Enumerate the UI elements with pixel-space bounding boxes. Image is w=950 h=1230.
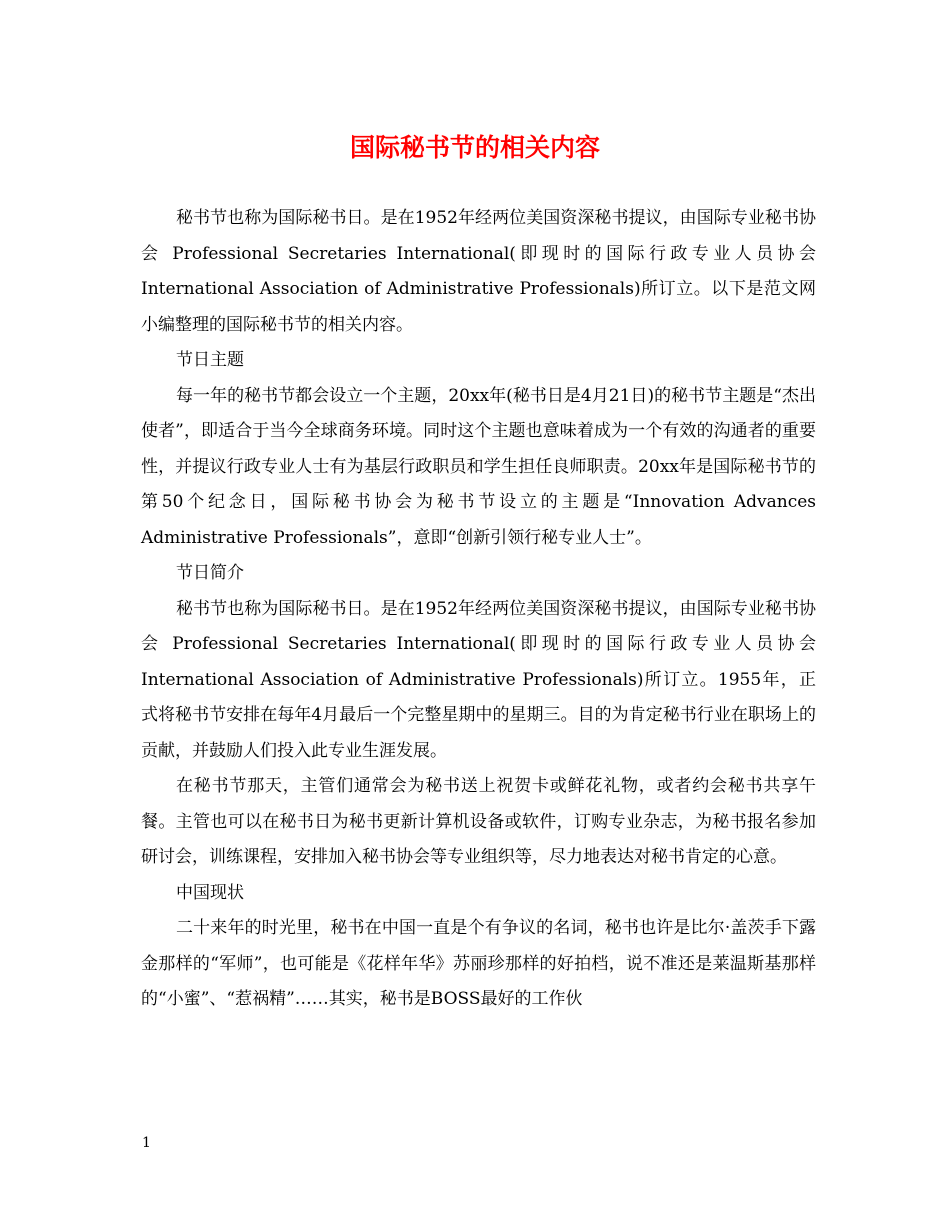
section-heading-theme: 节日主题 [176,350,244,370]
section-heading-introduction: 节日简介 [176,563,244,583]
intro-paragraph: 秘书节也称为国际秘书日。是在1952年经两位美国资深秘书提议，由国际专业秘书协会 Professional Secretaries International(即现时的国际行政专业人员协会 International Association of Administrative Professionals)所订立。以下是范文网小编整理的国际秘书节的相关内容。 [141,208,816,335]
page-number: 1 [142,1135,151,1151]
section-paragraph: 二十来年的时光里，秘书在中国一直是个有争议的名词，秘书也许是比尔·盖茨手下露金那样的“军师”，也可能是《花样年华》苏丽珍那样的好拍档，说不准还是莱温斯基那样的“小蜜”、“惹祸精”……其实，秘书是BOSS最好的工作伙 [141,918,816,1009]
document-title: 国际秘书节的相关内容 [349,133,600,162]
section-heading-china-status: 中国现状 [176,882,244,903]
document-body [141,201,816,1018]
section-paragraph: 秘书节也称为国际秘书日。是在1952年经两位美国资深秘书提议，由国际专业秘书协会 Professional Secretaries International(即现时的国际行政专业人员协会 International Association of Administrative Professionals)所订立。1955年，正式将秘书节安排在每年4月最后一个完整星期中的星期三。目的为肯定秘书行业在职场上的贡献，并鼓励人们投入此专业生涯发展。 [141,598,816,761]
section-paragraph: 每一年的秘书节都会设立一个主题，20xx年(秘书日是4月21日)的秘书节主题是“杰出使者”，即适合于当今全球商务环境。同时这个主题也意味着成为一个有效的沟通者的重要性，并提议行政专业人士有为基层行政职员和学生担任良师职责。20xx年是国际秘书节的第50个纪念日，国际秘书协会为秘书节设立的主题是“Innovation Advances Administrative Professionals”，意即“创新引领行秘专业人士”。 [141,385,816,548]
section-paragraph: 在秘书节那天，主管们通常会为秘书送上祝贺卡或鲜花礼物，或者约会秘书共享午餐。主管也可以在秘书日为秘书更新计算机设备或软件，订购专业杂志，为秘书报名参加研讨会，训练课程，安排加入秘书协会等专业组织等，尽力地表达对秘书肯定的心意。 [141,776,816,867]
